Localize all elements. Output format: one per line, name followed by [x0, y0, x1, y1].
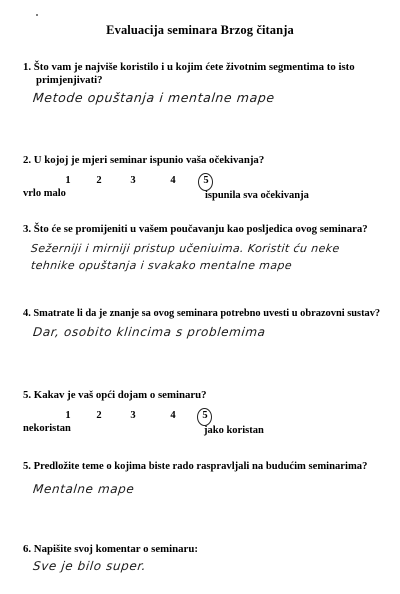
scale-q5-1: 1	[65, 410, 71, 421]
question-6: 5. Predložite teme o kojima biste rado raspravljali na budućim seminarima?	[23, 461, 368, 472]
scale-q2-2: 2	[96, 175, 102, 186]
question-1-line-1: 1. Što vam je najviše koristilo i u kojim ćete životnim segmentima to isto	[23, 61, 355, 73]
scan-speck	[36, 14, 38, 16]
scale-q5-high-label: jako koristan	[204, 425, 264, 436]
answer-3-handwriting-line-2: tehnike opuštanja i svakako mentalne mape	[30, 259, 293, 272]
answer-6-handwriting: Mentalne mape	[32, 482, 136, 496]
answer-7-handwriting: Sve je bilo super.	[32, 559, 147, 573]
scale-q2-5: 5	[203, 175, 209, 186]
question-4: 4. Smatrate li da je znanje sa ovog seminara potrebno uvesti u obrazovni sustav?	[23, 308, 381, 319]
answer-3-handwriting-line-1: Sežerniji i mirniji pristup učeniuima. Koristit ću neke	[30, 242, 341, 255]
scale-q2-1: 1	[65, 175, 71, 186]
selected-rating-circle-q5	[197, 408, 212, 426]
question-1	[23, 61, 355, 87]
question-7: 6. Napišite svoj komentar o seminaru:	[23, 543, 198, 555]
answer-1-handwriting: Metode opuštanja i mentalne mape	[32, 90, 276, 105]
question-1-line-2: primjenjivati?	[36, 74, 103, 86]
answer-4-handwriting: Dar, osobito klincima s problemima	[32, 325, 267, 339]
scale-q5-4: 4	[170, 410, 176, 421]
scale-q2-4: 4	[170, 175, 176, 186]
scale-q5-5: 5	[202, 410, 208, 421]
scale-q2-high-label: ispunila sva očekivanja	[205, 190, 309, 201]
scale-q2-3: 3	[130, 175, 136, 186]
scale-q5-low-label: nekoristan	[23, 423, 71, 434]
question-2: 2. U kojoj je mjeri seminar ispunio vaša očekivanja?	[23, 154, 265, 166]
scale-q5-3: 3	[130, 410, 136, 421]
scale-q5-2: 2	[96, 410, 102, 421]
question-3: 3. Što će se promijeniti u vašem poučavanju kao posljedica ovog seminara?	[23, 223, 368, 235]
question-5: 5. Kakav je vaš opći dojam o seminaru?	[23, 389, 207, 401]
scale-q2-low-label: vrlo malo	[23, 188, 66, 199]
form-title: Evaluacija seminara Brzog čitanja	[106, 23, 294, 37]
selected-rating-circle-q2	[198, 173, 213, 191]
